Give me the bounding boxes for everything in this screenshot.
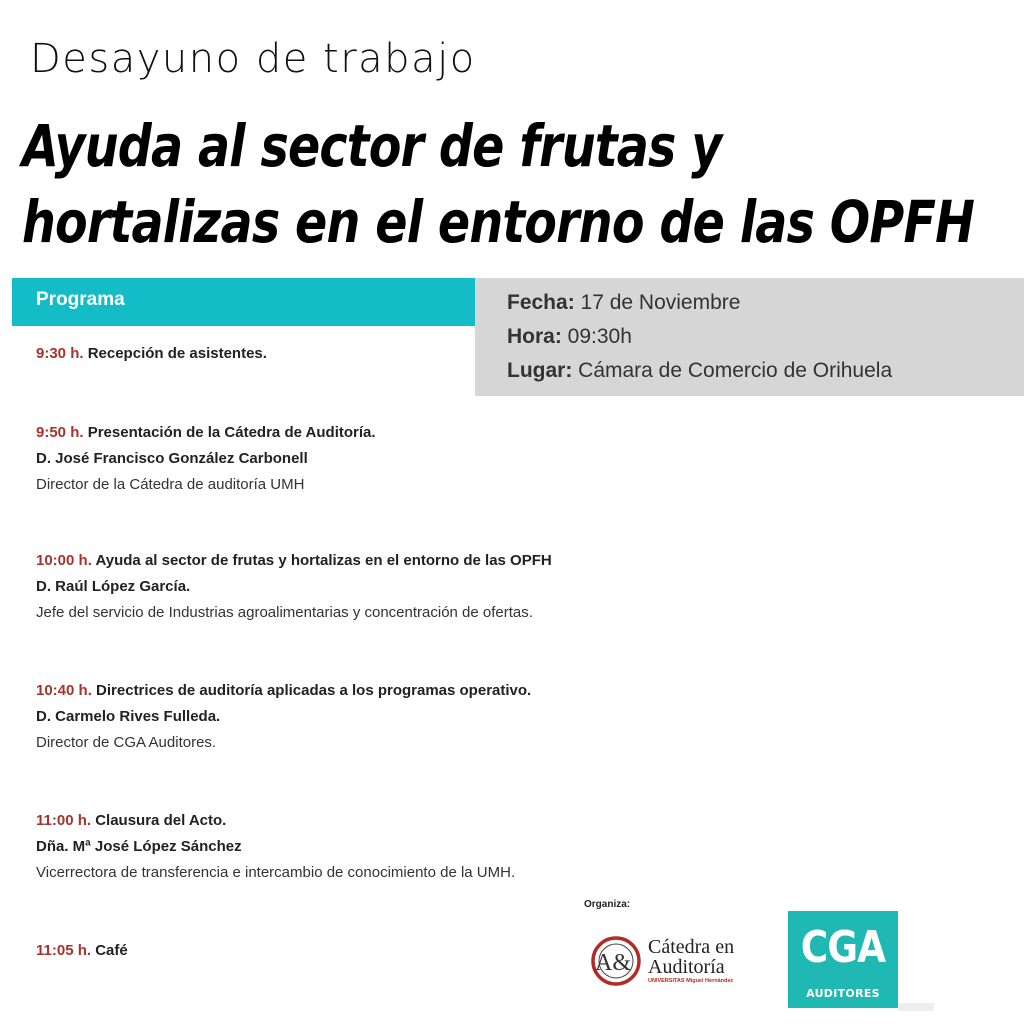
hora-label: Hora: — [507, 325, 562, 348]
organiza-label: Organiza: — [584, 899, 631, 910]
lugar-value: Cámara de Comercio de Orihuela — [572, 359, 893, 382]
divider — [898, 1003, 934, 1011]
schedule-time: 11:05 h. — [36, 942, 92, 959]
catedra-logo — [590, 928, 755, 994]
catedra-emblem-icon — [590, 935, 642, 987]
emblem-text: A& — [595, 950, 631, 976]
schedule-item — [36, 808, 515, 886]
schedule-speaker: Dña. Mª José López Sánchez — [36, 838, 242, 855]
schedule-item — [36, 548, 552, 626]
fecha-row — [507, 286, 1024, 320]
schedule-time: 10:40 h. — [36, 682, 92, 699]
schedule-time: 11:00 h. — [36, 812, 92, 829]
fecha-value: 17 de Noviembre — [574, 291, 741, 314]
catedra-line3: UNIVERSITAS Miguel Hernández — [648, 978, 734, 985]
schedule-speaker: D. José Francisco González Carbonell — [36, 450, 308, 467]
catedra-line2: Auditoría — [648, 956, 725, 979]
schedule-item — [36, 420, 376, 498]
event-title-line-2: hortalizas en el entorno de las OPFH — [22, 188, 975, 256]
schedule-title: Recepción de asistentes. — [83, 345, 267, 362]
schedule-speaker: D. Raúl López García. — [36, 578, 191, 595]
event-title-line-1: Ayuda al sector de frutas y — [22, 112, 722, 180]
hora-row — [507, 320, 1024, 354]
cga-logo-subtext: AUDITORES — [806, 987, 880, 1000]
schedule-title: Café — [91, 942, 128, 959]
catedra-line1: Cátedra en — [648, 936, 735, 959]
schedule-item — [36, 678, 531, 756]
schedule-title: Clausura del Acto. — [91, 812, 227, 829]
schedule-time: 9:50 h. — [36, 424, 84, 441]
lugar-row — [507, 354, 1024, 388]
lugar-label: Lugar: — [507, 359, 573, 382]
schedule-time: 9:30 h. — [36, 345, 84, 362]
schedule-item — [36, 938, 128, 964]
schedule-speaker: D. Carmelo Rives Fulleda. — [36, 708, 221, 725]
event-info-box — [475, 278, 1024, 396]
event-type-subtitle: Desayuno de trabajo — [30, 36, 476, 82]
schedule-title: Presentación de la Cátedra de Auditoría. — [83, 424, 376, 441]
hora-value: 09:30h — [561, 325, 632, 348]
schedule-role: Vicerrectora de transferencia e intercambio de conocimiento de la UMH. — [36, 864, 516, 881]
schedule-title: Ayuda al sector de frutas y hortalizas en el entorno de las OPFH — [91, 552, 552, 569]
cga-logo-text: CGA — [800, 922, 886, 973]
schedule-role: Director de la Cátedra de auditoría UMH — [36, 476, 305, 493]
programa-header: Programa — [12, 278, 475, 326]
schedule-role: Director de CGA Auditores. — [36, 734, 217, 751]
cga-logo — [788, 911, 898, 1008]
schedule-title: Directrices de auditoría aplicadas a los programas operativo. — [91, 682, 532, 699]
fecha-label: Fecha: — [507, 291, 575, 314]
schedule-role: Jefe del servicio de Industrias agroalimentarias y concentración de ofertas. — [36, 604, 533, 621]
schedule-item — [36, 341, 267, 367]
event-title — [22, 108, 975, 260]
schedule-time: 10:00 h. — [36, 552, 92, 569]
